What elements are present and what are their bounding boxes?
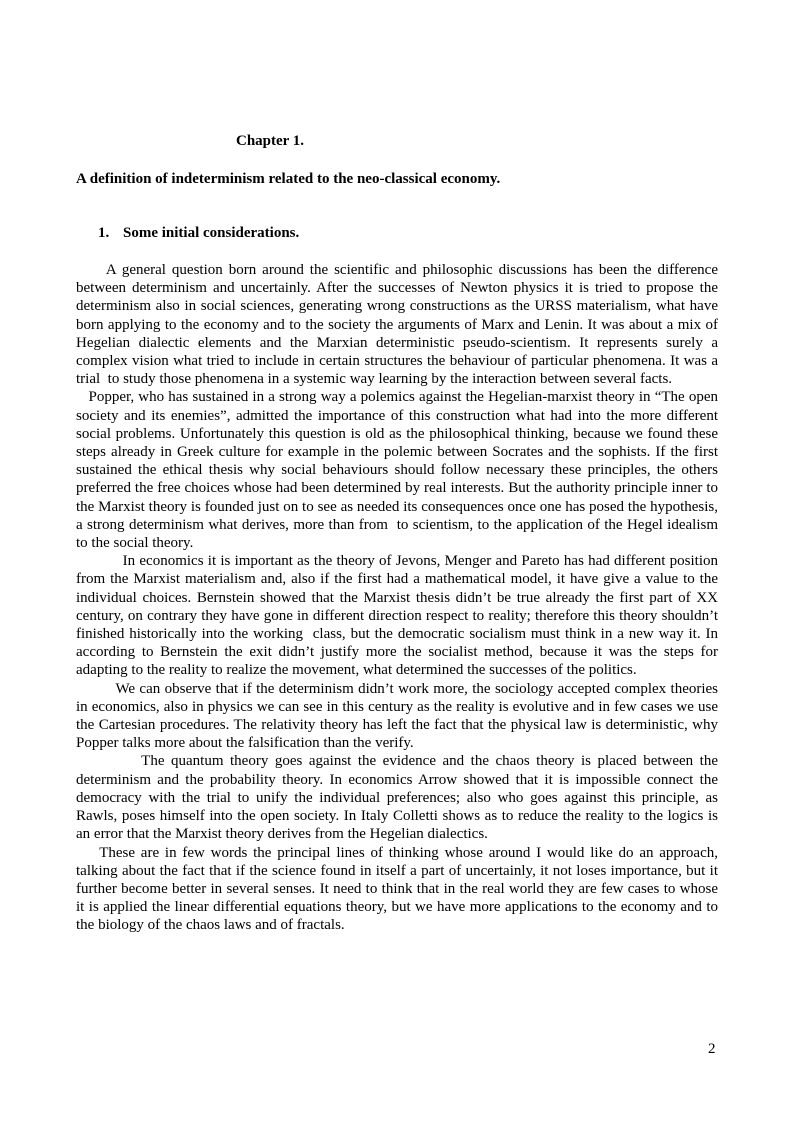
paragraph-6: These are in few words the principal lines of thinking whose around I would like do an approach, talking about the fact that if the science found in itself a part of uncertainly, it not loses importance, but it further become better in several senses. It need to think that in the real world they are few cases to whose it is applied the linear differential equations theory, but we have more applications to the economy and to the biology of the chaos laws and of fractals. (76, 844, 722, 934)
page-number: 2 (708, 1041, 716, 1057)
paragraph-5: The quantum theory goes against the evidence and the chaos theory is placed between the determinism and the probability theory. In economics Arrow showed that it is impossible connect the democracy with the trial to unify the individual preferences; also who goes against this principle, as Rawls, poses himself into the open society. In Italy Colletti shows as to reduce the reality to the logics is an error that the Marxist theory derives from the Hegelian dialectics. (76, 753, 722, 843)
paragraph-3: In economics it is important as the theory of Jevons, Menger and Pareto has had different position from the Marxist materialism and, also if the first had a mathematical model, it have give a value to the individual choices. Bernstein showed that the Marxist thesis didn’t be true already the first part of XX century, on contrary they have gone in different direction respect to reality; therefore this theory shouldn’t finished historically into the working class, but the democratic socialism must think in a new way it. In according to Bernstein the exit didn’t justify more the socialist method, because it was the steps for adapting to the reality to realize the movement, what determined the successes of the politics. (76, 553, 722, 679)
body-text (76, 261, 722, 935)
section-heading (98, 224, 299, 242)
section-number: 1. (98, 225, 110, 241)
chapter-title: Chapter 1. (236, 133, 305, 149)
paragraph-1: A general question born around the scientific and philosophic discussions has been the difference between determinism and uncertainly. After the successes of Newton physics it is tried to propose the determinism also in social sciences, generating wrong constructions as the URSS materialism, what have born applying to the economy and to the society the arguments of Marx and Lenin. It was about a mix of Hegelian dialectic elements and the Marxian deterministic pseudo-scientism. It represents surely a complex vision what tried to include in certain structures the behaviour of particular phenomena. It was a trial to study those phenomena in a systemic way learning by the interaction between several facts. (76, 262, 722, 388)
section-heading-text: Some initial considerations. (123, 225, 300, 241)
paragraph-4: We can observe that if the determinism didn’t work more, the sociology accepted complex theories in economics, also in physics we can see in this century as the reality is evolutive and in few cases we use the Cartesian procedures. The relativity theory has left the fact that the physical law is deterministic, why Popper talks more about the falsification than the verify. (76, 680, 722, 752)
document-title: A definition of indeterminism related to the neo-classical economy. (76, 171, 501, 187)
paragraph-2: Popper, who has sustained in a strong way a polemics against the Hegelian-marxist theory in “The open society and its enemies”, admitted the importance of this construction what had into the more different social problems. Unfortunately this question is old as the philosophical thinking, because we found these steps already in Greek culture for example in the polemic between Socrates and the sophists. If the first sustained the ethical thesis why social behaviours should follow necessary these principles, the others preferred the free choices whose had been determined by real interests. But the authority principle inner to the Marxist theory is founded just on to see as needed its consequences once one has posed the hypothesis, a strong determinism what derives, more than from to scientism, to the application of the Hegel idealism to the social theory. (76, 389, 722, 552)
